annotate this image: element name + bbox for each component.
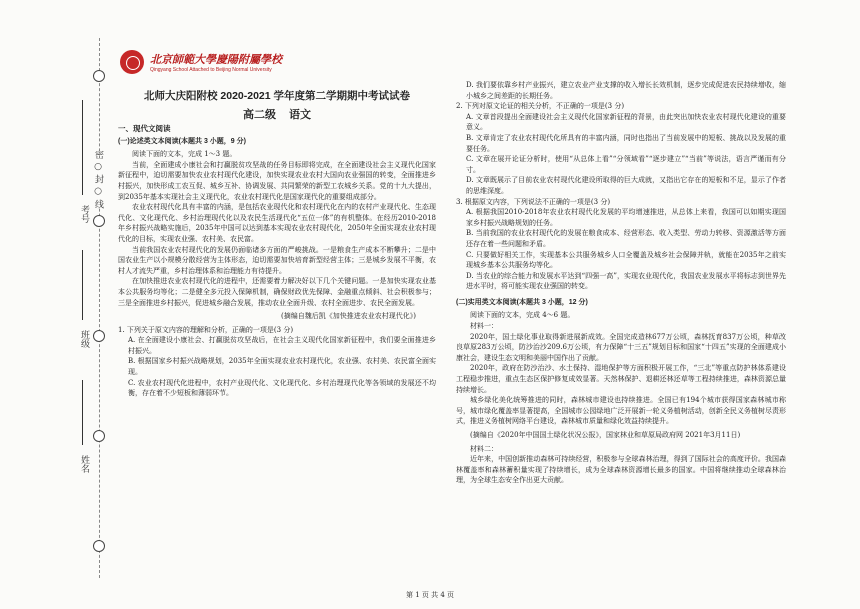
field-label-name: 姓名 [79,455,89,473]
binding-ring-icon [93,330,105,342]
logo-chinese-name: 北京師範大學慶陽附屬學校 [150,53,282,66]
paragraph: 当前我国农业农村现代化的发展仍面临诸多方面的严峻挑战。一是粮食生产成本不断攀升；二是中国农业生产以小规模分散经营为主体形态，迫切需要加快培育新型经营主体；三是城乡发展不平衡，农村人才流失严重，乡村治理体系和治理能力有待提升。 [118,245,436,275]
paragraph: 在加快推进农业农村现代化的进程中，还需要着力解决好以下几个关键问题。一是加快实现农业基本公共服务均等化；二是健全多元投入保障机制，确保财政优先保障、金融重点倾斜、社会积极参与；三是全面推进乡村振兴，促进城乡融合发展，推动农业全面升级、农村全面进步、农民全面发展。 [118,277,436,307]
answer-option: C. 农业农村现代化进程中，农村产业现代化、文化现代化、乡村治理现代化等各领域的发展还不均衡，存在着不少短板和薄弱环节。 [128,378,436,398]
paragraph: 近年来，中国创新推动森林可持续经营，积极参与全球森林治理，得到了国际社会的高度评价。我国森林覆盖率和森林蓄积量实现了持续增长，成为全球森林资源增长最多的国家。中国将继续推动全球森林治理，为全球生态安全作出更大贡献。 [456,455,786,485]
answer-option: A. 根据我国2010-2018年农业农村现代化发展的平均增速推进，从总体上来看，我国可以如期实现国家乡村振兴战略规划的任务。 [466,208,786,227]
field-label-class: 班级 [79,330,89,348]
right-column [456,80,786,486]
field-label-exam-id: 考号 [79,205,89,223]
field-line-name[interactable] [82,380,83,445]
question-stem: 3. 根据原文内容，下列说法不正确的一项是(3 分) [456,197,611,206]
paragraph: 当前，全面建成小康社会和打赢脱贫攻坚战的任务目标即将完成，在全面建设社会主义现代化国家新征程中，迫切需要加快农业农村现代化建设，加快实现农业农村大国向农业强国的转变，全面推进乡村振兴，加快形成工农互促、城乡互补、协调发展、共同繁荣的新型工农城乡关系。党的十九大提出，到2035年基本实现社会主义现代化，农业农村现代化是国家现代化的重要组成部分。 [118,160,436,201]
answer-option: D. 我们要依靠乡村产业振兴，建立农业产业支撑的收入增长长效机制，逐步完成促进农民持续增收，缩小城乡之间差距的长期任务。 [466,81,786,100]
part-heading: (二)实用类文本阅读(本题共 3 小题，12 分) [456,298,588,306]
school-logo [120,50,282,74]
field-line-exam-id[interactable] [82,100,83,195]
instruction: 阅读下面的文本，完成 1～3 题。 [132,150,237,159]
paragraph: 农业农村现代化具有丰富的内涵，是包括农业现代化和农村现代化在内的农村产业现代化、生态现代化、文化现代化、乡村治理现代化以及农民生活现代化“五位一体”的有机整体。在经历2010-2018年乡村振兴战略实施后，2035年中国可以达到基本实现农业农村现代化，2050年全面实现农业农村现代化的目标，实现农业强、农村美、农民富。 [118,203,436,243]
answer-option: A. 文章首段提出全面建设社会主义现代化国家新征程的背景，由此突出加快农业农村现代化建设的重要意义。 [466,112,786,132]
answer-option: A. 在全面建设小康社会、打赢脱贫攻坚战后，在社会主义现代化国家新征程中，我们要全面推进乡村振兴。 [128,336,436,355]
binding-ring-icon [93,70,105,82]
binding-sealed-text: 密 ○ 封 ○ 线 [93,150,103,209]
answer-option: B. 根据国家乡村振兴战略规划，2035年全面实现农业农村现代化，农业强、农村美、农民富全面实现。 [128,357,436,377]
instruction: 阅读下面的文本，完成 4～6 题。 [470,311,575,320]
binding-ring-icon [93,215,105,227]
paragraph: 2020年，国土绿化事业取得新进展新成效。全国完成造林677万公顷，森林抚育837万公顷，种草改良草原283万公顷，防沙治沙209.6万公顷，有力保障“十三五”规划目标和国家“十四五”实现的全面建成小康社会，建设生态文明和美丽中国作出了贡献。 [456,332,786,362]
binding-ring-icon [93,430,105,442]
answer-option: D. 文章既展示了目前农业农村现代化建设所取得的巨大成就，又指出它存在的短板和不足，显示了作者的思维深度。 [466,176,786,195]
school-seal-icon [120,50,144,74]
question-stem: 2. 下列对原文论证的相关分析，不正确的一项是(3 分) [456,102,625,111]
page-footer: 第 1 页 共 4 页 [405,591,455,599]
section-heading: 一、现代文阅读 [118,124,171,133]
logo-english-name: Qingyang School Attached to Beijing Normal University [150,67,272,73]
source-citation: (摘编自《2020年中国国土绿化状况公报》，国家林业和草原局政府网 2021年3月11日) [470,431,741,439]
material-label: 材料二： [470,444,498,453]
field-line-class[interactable] [82,250,83,320]
material-label: 材料一： [470,322,498,331]
paragraph: 2020年，政府在防沙治沙、水土保持、湿地保护等方面积极开展工作，“三北”等重点防护林体系建设工程稳步推进，重点生态区保护修复成效显著。天然林保护、退耕还林还草等工程持续推进，森林资源总量持续增长。 [456,364,786,394]
part-heading: (一)论述类文本阅读(本题共 3 小题，9 分) [118,137,246,145]
source-citation: (摘编自魏后凯《加快推进农业农村现代化》) [281,312,416,321]
answer-option: C. 文章在展开论证分析时，使用“从总体上看”“分领域看”“逐步建立”“当前”等说法，语言严谨而有分寸。 [466,155,786,174]
paragraph: 城乡绿化美化统筹推进的同时，森林城市建设也持续推进。全国已有194个城市获得国家森林城市称号，城市绿化覆盖率显著提高，全国城市公园绿地广泛开展新一轮义务植树活动，创新全民义务植树尽责形式，推进义务植树网络平台建设，森林城市质量和绿化效益持续提升。 [456,396,786,426]
answer-option: B. 当前我国的农业农村现代化的发展在粮食成本、经营形态、收入类型、劳动力转移、资源激活等方面还存在着一些问题和矛盾。 [466,229,786,248]
answer-option: C. 只要做好相关工作，实现基本公共服务城乡人口全覆盖及城乡社会保障并轨，就能在2035年之前实现城乡基本公共服务均等化。 [466,250,786,270]
left-column [118,122,436,399]
grade-label: 高二级 [242,109,276,121]
subject-label: 语文 [289,109,312,121]
question-stem: 1. 下列关于原文内容的理解和分析，正确的一项是(3 分) [118,325,294,334]
exam-title: 北师大庆阳附校 2020-2021 学年度第二学期期中考试试卷 [143,90,411,102]
binding-dashed-line [99,38,100,578]
exam-subtitle [118,106,436,122]
answer-option: B. 文章肯定了农业农村现代化所具有的丰富内涵，同时也指出了当前发展中的短板、挑战以及发展的重要任务。 [466,133,786,153]
answer-option: D. 当农业的综合能力和发展水平达到“四强一高”，实现农业现代化，我国农业发展水平将标志到世界先进水平时，将可能实现农业强国的转变。 [466,271,786,291]
binding-ring-icon [93,540,105,552]
